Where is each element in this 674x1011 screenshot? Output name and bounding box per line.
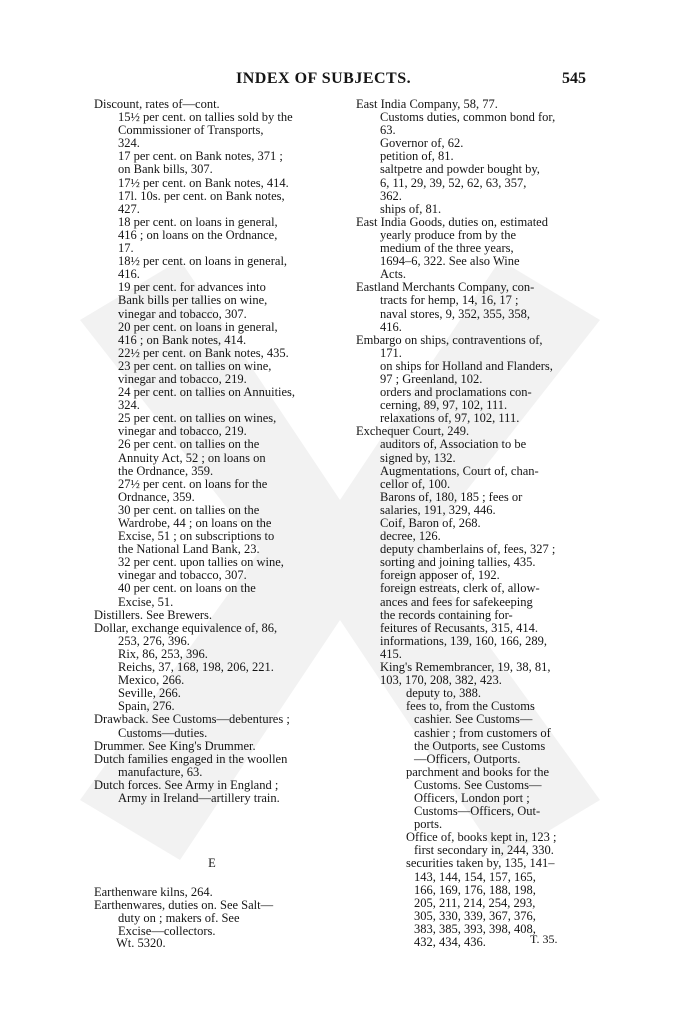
index-subentry-line: Customs duties, common bond for, [380, 111, 556, 125]
index-subentry-line: the National Land Bank, 23. [118, 543, 260, 557]
index-subentry-line: salaries, 191, 329, 446. [380, 503, 496, 517]
index-subentry-line: Rix, 86, 253, 396. [118, 647, 208, 661]
index-entry-line: Discount, rates of—cont. [94, 98, 220, 111]
index-subentry-line: deputy to, 388. [406, 687, 481, 701]
index-subentry-line: 415. [380, 647, 402, 661]
index-entry-line: Dutch families engaged in the woollen [94, 752, 288, 766]
index-subentry-line: Army in Ireland—artillery train. [118, 791, 280, 805]
index-entry-line: Dutch forces. See Army in England ; [94, 778, 279, 792]
index-entry-line: East India Goods, duties on, estimated [356, 215, 548, 229]
index-entry-line: Drawback. See Customs—debentures ; [94, 713, 290, 727]
index-subentry-line: 205, 211, 214, 254, 293, [414, 896, 536, 910]
index-subentry-line: deputy chamberlains of, fees, 327 ; [380, 543, 556, 557]
index-subentry-line: first secondary in, 244, 330. [414, 844, 554, 858]
index-subentry-line: 32 per cent. upon tallies on wine, [118, 556, 284, 570]
index-subentry-line: 19 per cent. for advances into [118, 281, 266, 295]
index-subentry-line: Spain, 276. [118, 700, 175, 714]
index-subentry-line: the Ordnance, 359. [118, 464, 214, 478]
index-subentry-line: Coif, Baron of, 268. [380, 517, 481, 530]
index-subentry-line: 18½ per cent. on loans in general, [118, 255, 288, 269]
index-subentry-line: Ordnance, 359. [118, 490, 195, 504]
index-subentry-line: 427. [118, 202, 140, 216]
index-subentry-line: 20 per cent. on loans in general, [118, 320, 278, 334]
index-subentry-line: vinegar and tobacco, 219. [118, 372, 247, 386]
index-subentry-line: medium of the three years, [380, 242, 514, 256]
index-subentry-line: Mexico, 266. [118, 674, 185, 688]
index-subentry-line: Officers, London port ; [414, 791, 530, 805]
index-subentry-line: tracts for hemp, 14, 16, 17 ; [380, 294, 519, 308]
index-subentry-line: auditors of, Association to be [380, 438, 527, 452]
index-subentry-line: sorting and joining tallies, 435. [380, 556, 536, 570]
index-subentry-line: 103, 170, 208, 382, 423. [380, 674, 502, 688]
index-subentry-line: Customs—duties. [118, 726, 208, 740]
index-entry-line: Dollar, exchange equivalence of, 86, [94, 621, 278, 635]
index-subentry-line: 40 per cent. on loans on the [118, 582, 256, 596]
page-number: 545 [562, 70, 586, 87]
index-subentry-line: —Officers, Outports. [414, 752, 521, 766]
index-subentry-line: Bank bills per tallies on wine, [118, 294, 268, 308]
index-subentry-line: cellor of, 100. [380, 477, 451, 491]
index-subentry-line: 63. [380, 124, 396, 138]
index-subentry-line: 17 per cent. on Bank notes, 371 ; [118, 150, 283, 164]
index-subentry-line: cashier. See Customs— [414, 713, 533, 727]
index-subentry-line: 24 per cent. on tallies on Annuities, [118, 386, 296, 400]
index-subentry-line: 171. [380, 346, 402, 360]
index-subentry-line: foreign estreats, clerk of, allow- [380, 582, 540, 596]
index-subentry-line: 23 per cent. on tallies on wine, [118, 359, 272, 373]
index-subentry-line: Excise—collectors. [118, 925, 216, 939]
index-subentry-line: Excise, 51 ; on subscriptions to [118, 530, 275, 544]
index-subentry-line: 143, 144, 154, 157, 165, [414, 870, 536, 884]
index-subentry-line: manufacture, 63. [118, 765, 203, 779]
index-entry-line: Embargo on ships, contraventions of, [356, 333, 543, 347]
index-subentry-line: 324. [118, 399, 140, 413]
index-subentry-line: feitures of Recusants, 315, 414. [380, 621, 538, 635]
index-subentry-line: foreign apposer of, 192. [380, 569, 500, 583]
index-subentry-line: fees to, from the Customs [406, 700, 535, 714]
index-subentry-line: 26 per cent. on tallies on the [118, 438, 260, 452]
index-subentry-line: informations, 139, 160, 166, 289, [380, 634, 548, 648]
index-subentry-line: 17. [118, 242, 134, 256]
index-subentry-line: Customs. See Customs— [414, 778, 542, 792]
index-subentry-line: 97 ; Greenland, 102. [380, 372, 483, 386]
section-letter-heading: E [208, 857, 216, 871]
index-subentry-line: ships of, 81. [380, 202, 442, 216]
index-subentry-line: 30 per cent. on tallies on the [118, 503, 260, 517]
right-column [356, 98, 586, 949]
index-subentry-line: Acts. [380, 268, 407, 282]
index-subentry-line: 18 per cent. on loans in general, [118, 215, 278, 229]
index-subentry-line: 166, 169, 176, 188, 198, [414, 883, 536, 897]
index-subentry-line: Augmentations, Court of, chan- [380, 464, 539, 478]
index-subentry-line: Customs—Officers, Out- [414, 805, 541, 819]
index-subentry-line: 15½ per cent. on tallies sold by the [118, 111, 293, 125]
index-subentry-line: the records containing for- [380, 608, 513, 622]
index-subentry-line: 1694–6, 322. See also Wine [380, 255, 520, 269]
index-subentry-line: on ships for Holland and Flanders, [380, 359, 553, 373]
index-subentry-line: duty on ; makers of. See [118, 912, 240, 926]
index-subentry-line: 305, 330, 339, 367, 376, [414, 909, 536, 923]
index-subentry-line: 416 ; on Bank notes, 414. [118, 333, 247, 347]
index-subentry-line: King's Remembrancer, 19, 38, 81, [380, 661, 551, 675]
index-subentry-line: the Outports, see Customs [414, 739, 546, 753]
index-subentry-line: 324. [118, 137, 140, 151]
index-subentry-line: Excise, 51. [118, 595, 174, 609]
index-entry-line: East India Company, 58, 77. [356, 98, 498, 111]
index-subentry-line: ports. [414, 818, 443, 832]
index-subentry-line: Seville, 266. [118, 687, 181, 701]
index-subentry-line: 27½ per cent. on loans for the [118, 477, 268, 491]
index-subentry-line: 383, 385, 393, 398, 408, [414, 922, 536, 936]
index-subentry-line: 6, 11, 29, 39, 52, 62, 63, 357, [380, 176, 527, 190]
index-subentry-line: 416. [380, 320, 402, 334]
index-subentry-line: vinegar and tobacco, 307. [118, 307, 247, 321]
left-column [94, 98, 330, 939]
index-subentry-line: 416. [118, 268, 140, 282]
index-subentry-line: 17l. 10s. per cent. on Bank notes, [118, 189, 285, 203]
page-title: INDEX OF SUBJECTS. [236, 70, 412, 87]
index-subentry-line: Annuity Act, 52 ; on loans on [118, 451, 266, 465]
index-subentry-line: cerning, 89, 97, 102, 111. [380, 399, 508, 413]
footer-printing-note: Wt. 5320. [116, 936, 166, 950]
index-subentry-line: 17½ per cent. on Bank notes, 414. [118, 176, 289, 190]
footer-signature: T. 35. [530, 932, 558, 946]
index-subentry-line: petition of, 81. [380, 150, 454, 164]
index-subentry-line: on Bank bills, 307. [118, 163, 213, 177]
index-subentry-line: 416 ; on loans on the Ordnance, [118, 228, 278, 242]
index-subentry-line: Reichs, 37, 168, 198, 206, 221. [118, 661, 274, 675]
index-subentry-line: 25 per cent. on tallies on wines, [118, 412, 277, 426]
index-subentry-line: 253, 276, 396. [118, 634, 190, 648]
index-subentry-line: vinegar and tobacco, 219. [118, 425, 247, 439]
index-subentry-line: signed by, 132. [380, 451, 456, 465]
index-subentry-line: ances and fees for safekeeping [380, 595, 533, 609]
index-subentry-line: 432, 434, 436. [414, 936, 486, 949]
index-entry-line: Drummer. See King's Drummer. [94, 739, 256, 753]
index-subentry-line: Commissioner of Transports, [118, 124, 264, 138]
index-subentry-line: saltpetre and powder bought by, [380, 163, 540, 177]
index-subentry-line: 362. [380, 189, 402, 203]
index-subentry-line: Office of, books kept in, 123 ; [406, 831, 557, 845]
index-subentry-line: yearly produce from by the [380, 228, 517, 242]
index-entry-line: Eastland Merchants Company, con- [356, 281, 535, 295]
page-header [0, 70, 674, 94]
index-entry-line: Earthenware kilns, 264. [94, 886, 213, 900]
index-subentry-line: cashier ; from customers of [414, 726, 551, 740]
index-subentry-line: vinegar and tobacco, 307. [118, 569, 247, 583]
index-subentry-line: securities taken by, 135, 141– [406, 857, 555, 871]
index-entry-line: Exchequer Court, 249. [356, 425, 470, 439]
index-subentry-line: orders and proclamations con- [380, 386, 532, 400]
index-subentry-line: naval stores, 9, 352, 355, 358, [380, 307, 530, 321]
index-subentry-line: Governor of, 62. [380, 137, 464, 151]
index-subentry-line: decree, 126. [380, 530, 441, 544]
index-subentry-line: parchment and books for the [406, 765, 550, 779]
index-entry-line: Earthenwares, duties on. See Salt— [94, 899, 274, 913]
index-entry-line: Distillers. See Brewers. [94, 608, 213, 622]
index-subentry-line: Barons of, 180, 185 ; fees or [380, 490, 523, 504]
index-subentry-line: 22½ per cent. on Bank notes, 435. [118, 346, 289, 360]
index-subentry-line: relaxations of, 97, 102, 111. [380, 412, 520, 426]
index-subentry-line: Wardrobe, 44 ; on loans on the [118, 517, 272, 530]
